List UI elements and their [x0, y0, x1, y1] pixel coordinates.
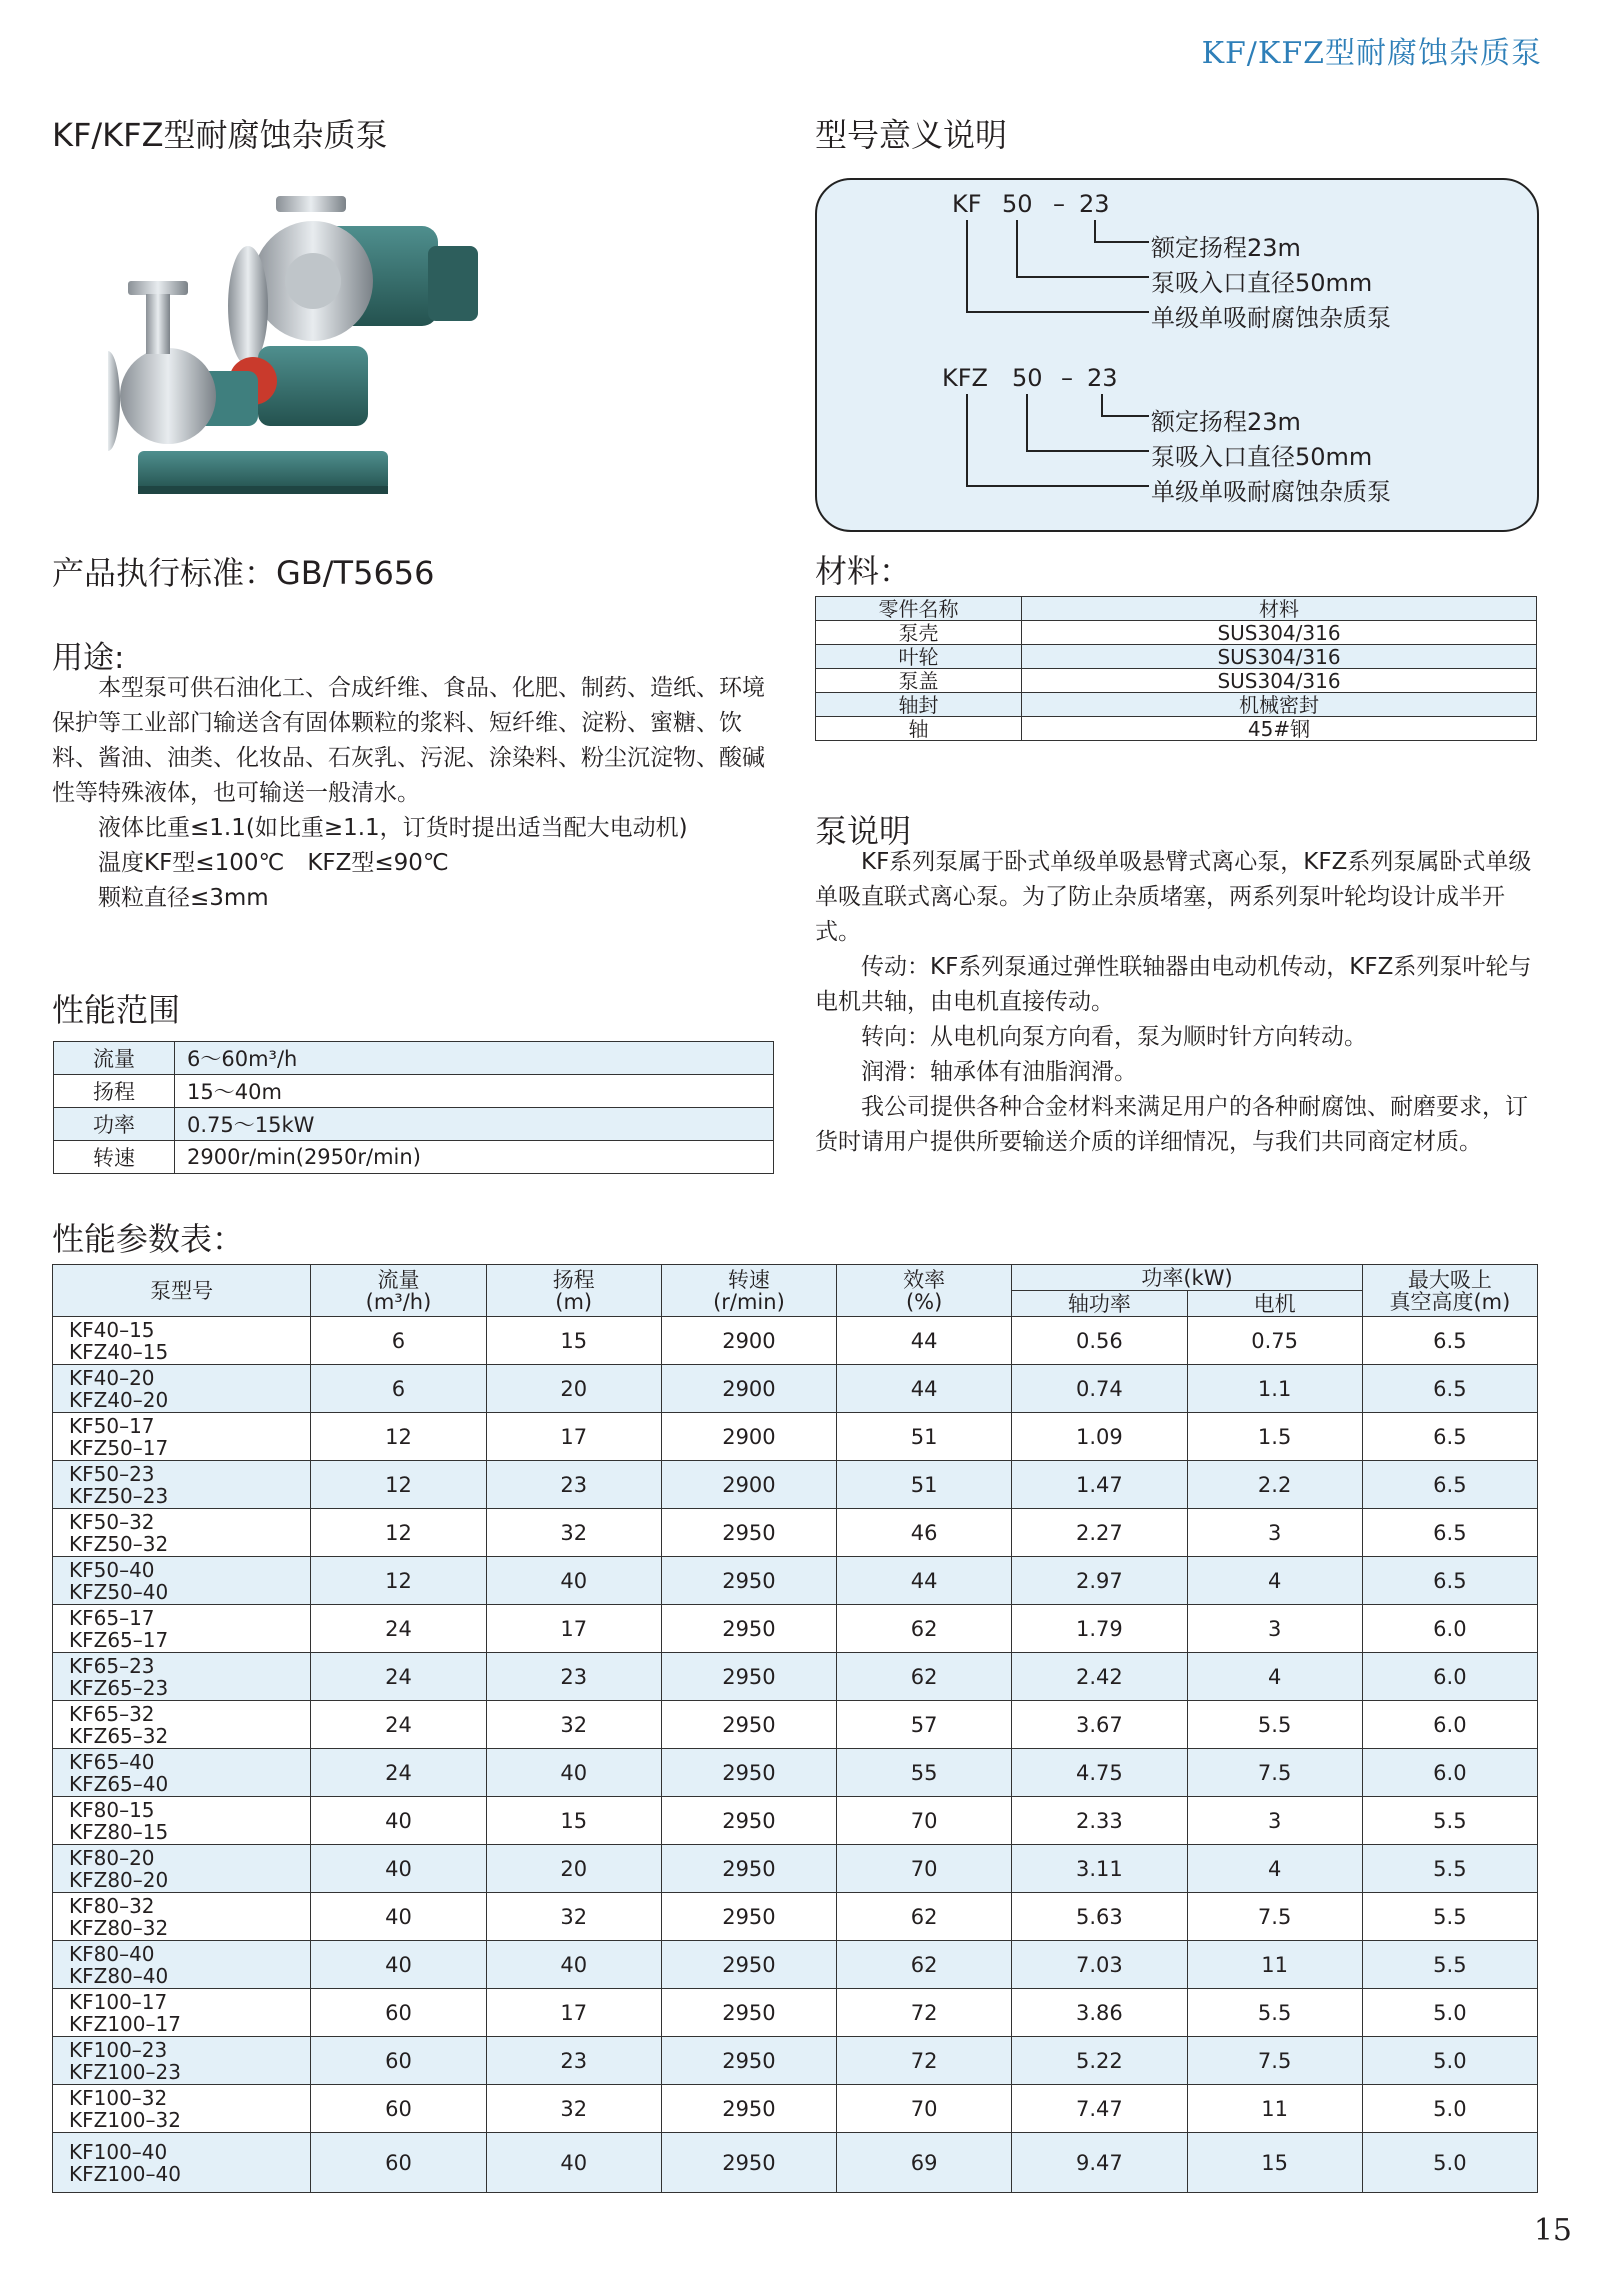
- range-key: 转速: [54, 1141, 175, 1174]
- range-title: 性能范围: [52, 991, 181, 1029]
- material-value: 45#钢: [1022, 717, 1537, 741]
- flow-cell: 24: [311, 1653, 486, 1701]
- range-key: 扬程: [54, 1075, 175, 1108]
- kfz-model: KFZ50–32: [69, 1531, 169, 1556]
- speed-cell: 2900: [661, 1317, 836, 1365]
- param-row: [53, 1557, 1538, 1605]
- efficiency-cell: 51: [837, 1461, 1012, 1509]
- head-cell: 40: [486, 1941, 661, 1989]
- flow-cell: 24: [311, 1701, 486, 1749]
- desc-paragraph-3: 转向：从电机向泵方向看，泵为顺时针方向转动。: [861, 1024, 1367, 1050]
- kfz-model: KFZ65–23: [69, 1675, 169, 1700]
- header-flow-label: 流量: [377, 1267, 420, 1292]
- suction-height-cell: 5.0: [1362, 1989, 1537, 2037]
- pump-model-cell: [53, 2037, 311, 2085]
- kfz-model: KFZ65–32: [69, 1723, 169, 1748]
- efficiency-cell: 70: [837, 1845, 1012, 1893]
- kf-model: KF40–20: [69, 1365, 155, 1390]
- speed-cell: 2950: [661, 1557, 836, 1605]
- flow-cell: 6: [311, 1365, 486, 1413]
- head-cell: 23: [486, 1461, 661, 1509]
- suction-height-cell: 5.5: [1362, 1893, 1537, 1941]
- shaft-power-cell: 3.11: [1012, 1845, 1187, 1893]
- range-row: [54, 1075, 774, 1108]
- kf-meaning-1: 额定扬程23m: [1151, 234, 1301, 262]
- desc-paragraph-2: 传动：KF系列泵通过弹性联轴器由电动机传动，KFZ系列泵叶轮与电机共轴，由电机直接传动。: [815, 954, 1532, 1015]
- shaft-power-cell: 5.22: [1012, 2037, 1187, 2085]
- kfz-model: KFZ80–32: [69, 1915, 169, 1940]
- suction-height-cell: 6.0: [1362, 1701, 1537, 1749]
- head-cell: 17: [486, 1989, 661, 2037]
- head-cell: 32: [486, 1893, 661, 1941]
- speed-cell: 2950: [661, 1509, 836, 1557]
- efficiency-cell: 46: [837, 1509, 1012, 1557]
- kf-model: KF40–15: [69, 1317, 155, 1342]
- flow-cell: 60: [311, 2133, 486, 2193]
- speed-cell: 2950: [661, 1941, 836, 1989]
- kfz-prefix: KFZ: [942, 364, 988, 392]
- kfz-meaning-1: 额定扬程23m: [1151, 408, 1301, 436]
- shaft-power-cell: 2.42: [1012, 1653, 1187, 1701]
- pump-model-cell: [53, 1749, 311, 1797]
- suction-height-cell: 6.0: [1362, 1749, 1537, 1797]
- range-row: [54, 1108, 774, 1141]
- kf-model: KF100–40: [69, 2139, 168, 2164]
- param-row: [53, 1989, 1538, 2037]
- head-cell: 40: [486, 1557, 661, 1605]
- param-row: [53, 1893, 1538, 1941]
- material-header-part: 零件名称: [816, 597, 1022, 621]
- usage-title: 用途:: [52, 640, 125, 676]
- efficiency-cell: 51: [837, 1413, 1012, 1461]
- param-row: [53, 1941, 1538, 1989]
- material-row: [816, 693, 1537, 717]
- pump-model-cell: [53, 1365, 311, 1413]
- efficiency-cell: 70: [837, 1797, 1012, 1845]
- suction-height-cell: 6.5: [1362, 1317, 1537, 1365]
- kf-model: KF65–23: [69, 1653, 155, 1678]
- param-row: [53, 1461, 1538, 1509]
- pump-model-cell: [53, 1317, 311, 1365]
- desc-paragraph-1: KF系列泵属于卧式单级单吸悬臂式离心泵，KFZ系列泵属卧式单级单吸直联式离心泵。为了防止杂质堵塞，两系列泵叶轮均设计成半开式。: [815, 849, 1532, 945]
- kfz-head: 23: [1087, 364, 1118, 392]
- pump-model-cell: [53, 2133, 311, 2193]
- header-flow: [311, 1265, 486, 1317]
- kf-head: 23: [1079, 190, 1110, 218]
- pump-description-title: 泵说明: [815, 812, 912, 850]
- param-row: [53, 1653, 1538, 1701]
- shaft-power-cell: 1.47: [1012, 1461, 1187, 1509]
- suction-height-cell: 5.5: [1362, 1941, 1537, 1989]
- param-header-row: [53, 1265, 1538, 1291]
- header-shaft-power: 轴功率: [1012, 1291, 1187, 1317]
- material-value: SUS304/316: [1022, 645, 1537, 669]
- motor-power-cell: 15: [1187, 2133, 1362, 2193]
- kf-model: KF50–23: [69, 1461, 155, 1486]
- range-key: 功率: [54, 1108, 175, 1141]
- header-head-unit: (m): [555, 1289, 593, 1314]
- material-part: 叶轮: [816, 645, 1022, 669]
- header-eff-label: 效率: [903, 1267, 946, 1292]
- motor-power-cell: 3: [1187, 1605, 1362, 1653]
- header-suction-label: 最大吸上: [1407, 1267, 1492, 1292]
- head-cell: 32: [486, 2085, 661, 2133]
- flow-cell: 24: [311, 1605, 486, 1653]
- material-value: 机械密封: [1022, 693, 1537, 717]
- material-part: 泵壳: [816, 621, 1022, 645]
- shaft-power-cell: 9.47: [1012, 2133, 1187, 2193]
- motor-power-cell: 1.1: [1187, 1365, 1362, 1413]
- suction-height-cell: 5.5: [1362, 1845, 1537, 1893]
- header-power: 功率(kW): [1012, 1265, 1362, 1291]
- product-title: KF/KFZ型耐腐蚀杂质泵: [52, 116, 388, 154]
- head-cell: 40: [486, 1749, 661, 1797]
- params-title: 性能参数表：: [52, 1220, 245, 1258]
- efficiency-cell: 44: [837, 1317, 1012, 1365]
- speed-cell: 2900: [661, 1365, 836, 1413]
- pump-model-cell: [53, 1989, 311, 2037]
- range-row: [54, 1042, 774, 1075]
- motor-power-cell: 2.2: [1187, 1461, 1362, 1509]
- motor-power-cell: 5.5: [1187, 1989, 1362, 2037]
- speed-cell: 2950: [661, 1797, 836, 1845]
- flow-cell: 12: [311, 1557, 486, 1605]
- flow-cell: 6: [311, 1317, 486, 1365]
- efficiency-cell: 62: [837, 1653, 1012, 1701]
- motor-power-cell: 11: [1187, 2085, 1362, 2133]
- motor-power-cell: 3: [1187, 1797, 1362, 1845]
- motor-power-cell: 1.5: [1187, 1413, 1362, 1461]
- material-header-row: [816, 597, 1537, 621]
- kf-dash: –: [1053, 190, 1065, 218]
- header-speed-label: 转速: [727, 1267, 770, 1292]
- shaft-power-cell: 3.67: [1012, 1701, 1187, 1749]
- head-cell: 15: [486, 1797, 661, 1845]
- kfz-model: KFZ40–20: [69, 1387, 169, 1412]
- flow-cell: 12: [311, 1413, 486, 1461]
- material-row: [816, 669, 1537, 693]
- suction-height-cell: 5.0: [1362, 2133, 1537, 2193]
- speed-cell: 2950: [661, 2085, 836, 2133]
- suction-height-cell: 6.5: [1362, 1509, 1537, 1557]
- suction-height-cell: 6.5: [1362, 1461, 1537, 1509]
- usage-paragraph-3: 温度KF型≤100℃ KFZ型≤90℃: [98, 850, 449, 876]
- flow-cell: 40: [311, 1845, 486, 1893]
- efficiency-cell: 55: [837, 1749, 1012, 1797]
- speed-cell: 2950: [661, 1749, 836, 1797]
- speed-cell: 2950: [661, 2133, 836, 2193]
- pump-model-cell: [53, 1557, 311, 1605]
- motor-power-cell: 3: [1187, 1509, 1362, 1557]
- desc-paragraph-4: 润滑：轴承体有油脂润滑。: [861, 1059, 1137, 1085]
- kf-number: 50: [1002, 190, 1033, 218]
- motor-power-cell: 7.5: [1187, 1749, 1362, 1797]
- param-row: [53, 1797, 1538, 1845]
- material-row: [816, 621, 1537, 645]
- motor-power-cell: 5.5: [1187, 1701, 1362, 1749]
- kf-model: KF65–40: [69, 1749, 155, 1774]
- head-cell: 17: [486, 1605, 661, 1653]
- efficiency-cell: 62: [837, 1893, 1012, 1941]
- flow-cell: 60: [311, 1989, 486, 2037]
- material-table: [815, 596, 1537, 741]
- model-meaning-box: [815, 178, 1539, 532]
- flow-cell: 60: [311, 2085, 486, 2133]
- pump-model-cell: [53, 1701, 311, 1749]
- flow-cell: 40: [311, 1893, 486, 1941]
- efficiency-cell: 69: [837, 2133, 1012, 2193]
- shaft-power-cell: 2.33: [1012, 1797, 1187, 1845]
- param-table-body: [53, 1317, 1538, 2193]
- head-cell: 23: [486, 2037, 661, 2085]
- suction-height-cell: 5.5: [1362, 1797, 1537, 1845]
- motor-power-cell: 4: [1187, 1845, 1362, 1893]
- material-row: [816, 717, 1537, 741]
- kfz-model: KFZ100–23: [69, 2059, 181, 2084]
- speed-cell: 2950: [661, 1653, 836, 1701]
- speed-cell: 2950: [661, 1701, 836, 1749]
- speed-cell: 2950: [661, 1989, 836, 2037]
- header-suction: [1362, 1265, 1537, 1317]
- efficiency-cell: 62: [837, 1941, 1012, 1989]
- param-row: [53, 1509, 1538, 1557]
- kf-model: KF100–32: [69, 2085, 168, 2110]
- param-row: [53, 1701, 1538, 1749]
- head-cell: 32: [486, 1701, 661, 1749]
- pump-model-cell: [53, 1845, 311, 1893]
- kf-prefix: KF: [952, 190, 982, 218]
- material-part: 轴封: [816, 693, 1022, 717]
- kf-model: KF65–17: [69, 1605, 155, 1630]
- range-key: 流量: [54, 1042, 175, 1075]
- motor-power-cell: 4: [1187, 1557, 1362, 1605]
- kfz-model: KFZ100–32: [69, 2107, 181, 2132]
- kf-model: KF80–20: [69, 1845, 155, 1870]
- page-number: 15: [1533, 2213, 1572, 2248]
- kf-model: KF80–15: [69, 1797, 155, 1822]
- material-part: 轴: [816, 717, 1022, 741]
- param-row: [53, 1413, 1538, 1461]
- pump-model-cell: [53, 1509, 311, 1557]
- motor-power-cell: 0.75: [1187, 1317, 1362, 1365]
- flow-cell: 40: [311, 1797, 486, 1845]
- kf-model: KF100–23: [69, 2037, 168, 2062]
- speed-cell: 2950: [661, 1893, 836, 1941]
- header-motor-power: 电机: [1187, 1291, 1362, 1317]
- pump-model-cell: [53, 1461, 311, 1509]
- desc-paragraph-5: 我公司提供各种合金材料来满足用户的各种耐腐蚀、耐磨要求，订货时请用户提供所要输送介质的详细情况，与我们共同商定材质。: [815, 1094, 1528, 1155]
- suction-height-cell: 5.0: [1362, 2037, 1537, 2085]
- kfz-model: KFZ65–40: [69, 1771, 169, 1796]
- material-header-material: 材料: [1022, 597, 1537, 621]
- param-row: [53, 1365, 1538, 1413]
- usage-text: [52, 671, 777, 916]
- kfz-model: KFZ50–23: [69, 1483, 169, 1508]
- shaft-power-cell: 2.97: [1012, 1557, 1187, 1605]
- suction-height-cell: 6.5: [1362, 1365, 1537, 1413]
- efficiency-cell: 57: [837, 1701, 1012, 1749]
- param-row: [53, 1317, 1538, 1365]
- shaft-power-cell: 0.56: [1012, 1317, 1187, 1365]
- material-part: 泵盖: [816, 669, 1022, 693]
- shaft-power-cell: 4.75: [1012, 1749, 1187, 1797]
- efficiency-cell: 44: [837, 1365, 1012, 1413]
- shaft-power-cell: 2.27: [1012, 1509, 1187, 1557]
- header-head: [486, 1265, 661, 1317]
- flow-cell: 40: [311, 1941, 486, 1989]
- range-value: 0.75～15kW: [175, 1108, 774, 1141]
- usage-paragraph-1: 本型泵可供石油化工、合成纤维、食品、化肥、制药、造纸、环境保护等工业部门输送含有固体颗粒的浆料、短纤维、淀粉、蜜糖、饮料、酱油、油类、化妆品、石灰乳、污泥、涂染料、粉尘沉淀物、酸碱性等特殊液体，也可输送一般清水。: [52, 675, 765, 806]
- efficiency-cell: 70: [837, 2085, 1012, 2133]
- kfz-model: KFZ100–17: [69, 2011, 181, 2036]
- usage-paragraph-2: 液体比重≤1.1(如比重≥1.1，订货时提出适当配大电动机): [98, 815, 688, 841]
- series-header: KF/KFZ型耐腐蚀杂质泵: [1201, 36, 1542, 71]
- pump-model-cell: [53, 1605, 311, 1653]
- range-value: 15～40m: [175, 1075, 774, 1108]
- flow-cell: 12: [311, 1461, 486, 1509]
- motor-power-cell: 4: [1187, 1653, 1362, 1701]
- kfz-meaning-2: 泵吸入口直径50mm: [1151, 443, 1373, 471]
- head-cell: 32: [486, 1509, 661, 1557]
- speed-cell: 2950: [661, 1605, 836, 1653]
- header-eff-unit: (%): [905, 1289, 943, 1314]
- motor-power-cell: 7.5: [1187, 1893, 1362, 1941]
- kfz-model: KFZ50–40: [69, 1579, 169, 1604]
- kfz-dash: –: [1061, 364, 1073, 392]
- shaft-power-cell: 1.79: [1012, 1605, 1187, 1653]
- kfz-model: KFZ80–20: [69, 1867, 169, 1892]
- kf-model: KF80–40: [69, 1941, 155, 1966]
- material-value: SUS304/316: [1022, 621, 1537, 645]
- head-cell: 40: [486, 2133, 661, 2193]
- kf-model: KF100–17: [69, 1989, 168, 2014]
- pump-product-photo: [108, 196, 488, 536]
- speed-cell: 2950: [661, 1845, 836, 1893]
- kf-meaning-3: 单级单吸耐腐蚀杂质泵: [1151, 304, 1391, 332]
- pump-description-text: [815, 845, 1540, 1160]
- efficiency-cell: 72: [837, 1989, 1012, 2037]
- param-row: [53, 1845, 1538, 1893]
- usage-paragraph-4: 颗粒直径≤3mm: [98, 885, 269, 911]
- param-row: [53, 2037, 1538, 2085]
- kfz-model: KFZ80–15: [69, 1819, 169, 1844]
- suction-height-cell: 6.5: [1362, 1413, 1537, 1461]
- flow-cell: 24: [311, 1749, 486, 1797]
- motor-power-cell: 7.5: [1187, 2037, 1362, 2085]
- kfz-model: KFZ100–40: [69, 2161, 181, 2186]
- kfz-meaning-3: 单级单吸耐腐蚀杂质泵: [1151, 478, 1391, 506]
- shaft-power-cell: 1.09: [1012, 1413, 1187, 1461]
- pump-model-cell: [53, 1941, 311, 1989]
- range-row: [54, 1141, 774, 1174]
- pump-model-cell: [53, 1893, 311, 1941]
- kfz-model: KFZ80–40: [69, 1963, 169, 1988]
- param-row: [53, 2085, 1538, 2133]
- flow-cell: 60: [311, 2037, 486, 2085]
- shaft-power-cell: 3.86: [1012, 1989, 1187, 2037]
- kf-model: KF50–32: [69, 1509, 155, 1534]
- kf-model: KF50–40: [69, 1557, 155, 1582]
- speed-cell: 2900: [661, 1413, 836, 1461]
- motor-power-cell: 11: [1187, 1941, 1362, 1989]
- shaft-power-cell: 7.03: [1012, 1941, 1187, 1989]
- kfz-model: KFZ65–17: [69, 1627, 169, 1652]
- head-cell: 20: [486, 1845, 661, 1893]
- param-row: [53, 1605, 1538, 1653]
- model-bracket-lines: [817, 180, 1537, 530]
- head-cell: 23: [486, 1653, 661, 1701]
- shaft-power-cell: 7.47: [1012, 2085, 1187, 2133]
- material-title: 材料：: [815, 552, 912, 590]
- kf-model: KF50–17: [69, 1413, 155, 1438]
- model-meaning-title: 型号意义说明: [815, 116, 1008, 154]
- kfz-model: KFZ40–15: [69, 1339, 169, 1364]
- header-head-label: 扬程: [552, 1267, 595, 1292]
- performance-parameter-table: [52, 1264, 1538, 2193]
- shaft-power-cell: 5.63: [1012, 1893, 1187, 1941]
- header-efficiency: [837, 1265, 1012, 1317]
- header-suction-label2: 真空高度(m): [1389, 1289, 1511, 1314]
- suction-height-cell: 6.5: [1362, 1557, 1537, 1605]
- param-row: [53, 2133, 1538, 2193]
- kf-model: KF80–32: [69, 1893, 155, 1918]
- pump-model-cell: [53, 2085, 311, 2133]
- shaft-power-cell: 0.74: [1012, 1365, 1187, 1413]
- efficiency-cell: 72: [837, 2037, 1012, 2085]
- range-value: 6～60m³/h: [175, 1042, 774, 1075]
- speed-cell: 2950: [661, 2037, 836, 2085]
- kf-model: KF65–32: [69, 1701, 155, 1726]
- header-model: 泵型号: [53, 1265, 311, 1317]
- kf-meaning-2: 泵吸入口直径50mm: [1151, 269, 1373, 297]
- pump-model-cell: [53, 1653, 311, 1701]
- kfz-number: 50: [1012, 364, 1043, 392]
- pump-model-cell: [53, 1797, 311, 1845]
- header-speed: [661, 1265, 836, 1317]
- head-cell: 15: [486, 1317, 661, 1365]
- param-row: [53, 1749, 1538, 1797]
- performance-range-table: [53, 1041, 774, 1174]
- efficiency-cell: 62: [837, 1605, 1012, 1653]
- suction-height-cell: 5.0: [1362, 2085, 1537, 2133]
- flow-cell: 12: [311, 1509, 486, 1557]
- efficiency-cell: 44: [837, 1557, 1012, 1605]
- header-flow-unit: (m³/h): [365, 1289, 432, 1314]
- head-cell: 17: [486, 1413, 661, 1461]
- kfz-model: KFZ50–17: [69, 1435, 169, 1460]
- range-value: 2900r/min(2950r/min): [175, 1141, 774, 1174]
- head-cell: 20: [486, 1365, 661, 1413]
- pump-model-cell: [53, 1413, 311, 1461]
- standard-line: 产品执行标准：GB/T5656: [52, 554, 435, 592]
- material-value: SUS304/316: [1022, 669, 1537, 693]
- material-row: [816, 645, 1537, 669]
- suction-height-cell: 6.0: [1362, 1653, 1537, 1701]
- header-speed-unit: (r/min): [713, 1289, 785, 1314]
- speed-cell: 2900: [661, 1461, 836, 1509]
- suction-height-cell: 6.0: [1362, 1605, 1537, 1653]
